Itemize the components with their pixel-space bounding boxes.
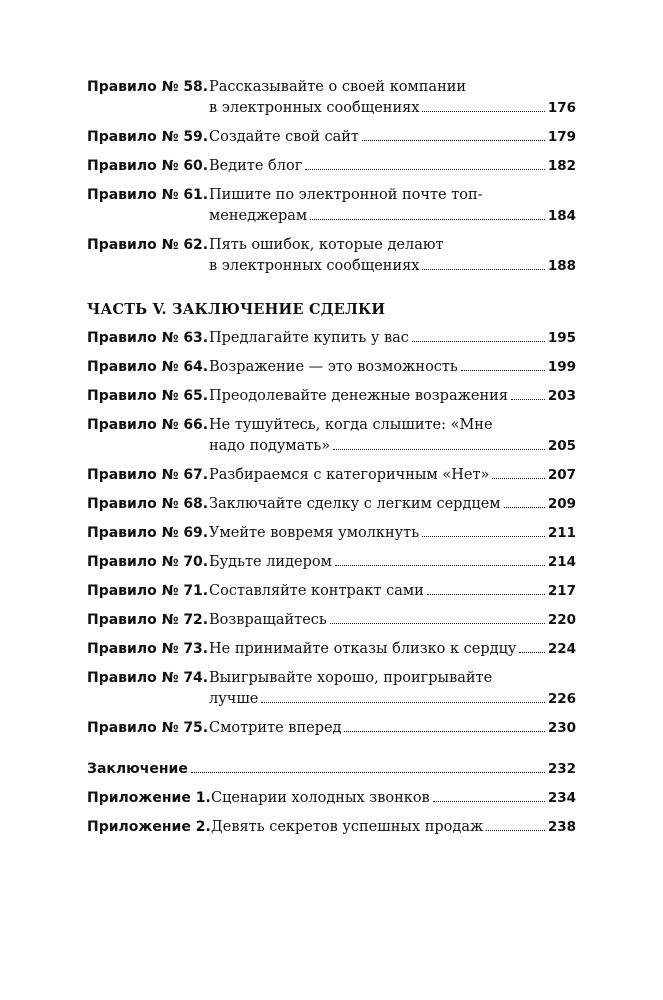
entry-title-text: Смотрите вперед — [209, 720, 342, 736]
entry-title — [209, 415, 576, 457]
dot-leader — [422, 536, 545, 537]
toc-entry[interactable] — [87, 127, 576, 148]
entry-title-line — [209, 77, 576, 98]
toc-section-back-matter — [87, 759, 576, 838]
entry-title-line — [209, 494, 576, 515]
dot-leader — [486, 830, 544, 831]
entry-title — [209, 668, 576, 710]
entry-title-text: Умейте вовремя умолкнуть — [209, 525, 420, 541]
entry-title — [209, 718, 576, 739]
entry-title-text: Выигрывайте хорошо, проигрывайте — [209, 670, 493, 686]
entry-title-line — [209, 639, 576, 660]
dot-leader — [191, 772, 545, 773]
dot-leader — [427, 594, 545, 595]
toc-entry[interactable] — [87, 415, 576, 457]
entry-label: Правило № 66. — [87, 417, 209, 433]
dot-leader — [433, 801, 545, 802]
entry-label: Заключение — [87, 761, 188, 777]
entry-label: Правило № 70. — [87, 554, 209, 570]
entry-title-line — [209, 206, 576, 227]
page-number: 188 — [547, 258, 576, 274]
entry-title-text: Пять ошибок, которые делают — [209, 237, 444, 253]
entry-title-text: Пишите по электронной почте топ- — [209, 187, 483, 203]
entry-title-text: Возвращайтесь — [209, 612, 327, 628]
entry-title-text: Возражение — это возможность — [209, 359, 458, 375]
entry-label: Правило № 72. — [87, 612, 209, 628]
page-number: 179 — [547, 129, 576, 145]
entry-label: Правило № 68. — [87, 496, 209, 512]
entry-title — [209, 156, 576, 177]
entry-title-line — [209, 156, 576, 177]
entry-title — [209, 581, 576, 602]
toc-entry[interactable] — [87, 357, 576, 378]
entry-label: Правило № 64. — [87, 359, 209, 375]
toc-section-part5 — [87, 328, 576, 739]
toc-entry[interactable] — [87, 77, 576, 119]
entry-title-text: Девять секретов успешных продаж — [211, 819, 484, 835]
entry-title — [209, 552, 576, 573]
entry-title — [209, 610, 576, 631]
toc-entry[interactable] — [87, 235, 576, 277]
entry-title — [209, 235, 576, 277]
entry-title-text: Создайте свой сайт — [209, 129, 359, 145]
entry-title-text: Разбираемся с категоричным «Нет» — [209, 467, 490, 483]
entry-title — [209, 494, 576, 515]
entry-label: Правило № 60. — [87, 158, 209, 174]
entry-title-line — [209, 436, 576, 457]
toc-entry[interactable] — [87, 817, 576, 838]
entry-title — [209, 127, 576, 148]
dot-leader — [261, 702, 544, 703]
page-number: 234 — [547, 790, 576, 806]
entry-title-line — [209, 689, 576, 710]
dot-leader — [422, 111, 544, 112]
dot-leader — [335, 565, 545, 566]
dot-leader — [305, 169, 545, 170]
dot-leader — [511, 399, 545, 400]
entry-title-line — [209, 328, 576, 349]
dot-leader — [412, 341, 545, 342]
dot-leader — [333, 449, 545, 450]
toc-entry[interactable] — [87, 610, 576, 631]
entry-title-text: Составляйте контракт сами — [209, 583, 424, 599]
entry-title-line — [209, 235, 576, 256]
toc-entry[interactable] — [87, 523, 576, 544]
entry-title-line — [209, 610, 576, 631]
toc-entry[interactable] — [87, 494, 576, 515]
entry-title-line — [209, 581, 576, 602]
entry-label: Приложение 2. — [87, 819, 211, 835]
entry-title — [209, 639, 576, 660]
entry-title-line — [209, 127, 576, 148]
page-number: 224 — [547, 641, 576, 657]
entry-title-text: Преодолевайте денежные возражения — [209, 388, 508, 404]
entry-title-text: Ведите блог — [209, 158, 303, 174]
entry-title — [209, 77, 576, 119]
page-number: 226 — [547, 691, 576, 707]
entry-title — [209, 465, 576, 486]
entry-title-line — [209, 718, 576, 739]
entry-title-text: Сценарии холодных звонков — [211, 790, 430, 806]
toc-entry[interactable] — [87, 668, 576, 710]
page-number: 209 — [547, 496, 576, 512]
entry-title-line — [209, 357, 576, 378]
entry-title-line — [209, 386, 576, 407]
page-number: 220 — [547, 612, 576, 628]
page-number: 203 — [547, 388, 576, 404]
entry-title-text: надо подумать» — [209, 438, 331, 454]
toc-entry[interactable] — [87, 328, 576, 349]
entry-title-text: Предлагайте купить у вас — [209, 330, 409, 346]
dot-leader — [461, 370, 545, 371]
entry-title-line — [209, 465, 576, 486]
page-number: 199 — [547, 359, 576, 375]
dot-leader — [422, 269, 544, 270]
entry-title-line — [209, 552, 576, 573]
toc-entry[interactable] — [87, 156, 576, 177]
toc-entry[interactable] — [87, 465, 576, 486]
page-number: 232 — [547, 761, 576, 777]
entry-label: Правило № 69. — [87, 525, 209, 541]
page-number: 230 — [547, 720, 576, 736]
entry-title-text: Заключайте сделку с легким сердцем — [209, 496, 501, 512]
entry-title — [209, 357, 576, 378]
entry-title-line — [209, 523, 576, 544]
toc-entry[interactable] — [87, 718, 576, 739]
page-number: 195 — [547, 330, 576, 346]
entry-title — [209, 185, 576, 227]
dot-leader — [519, 652, 544, 653]
toc-section-part4-continued — [87, 77, 576, 277]
entry-title-line — [209, 668, 576, 689]
toc-entry[interactable] — [87, 639, 576, 660]
entry-label: Правило № 63. — [87, 330, 209, 346]
entry-title-text: менеджерам — [209, 208, 308, 224]
entry-title-text: лучше — [209, 691, 259, 707]
entry-title-line — [209, 256, 576, 277]
entry-label: Правило № 73. — [87, 641, 209, 657]
toc-entry[interactable] — [87, 581, 576, 602]
page-number: 238 — [547, 819, 576, 835]
entry-label: Правило № 62. — [87, 237, 209, 253]
entry-label: Правило № 65. — [87, 388, 209, 404]
page-number: 211 — [547, 525, 576, 541]
entry-title — [209, 328, 576, 349]
entry-label: Правило № 74. — [87, 670, 209, 686]
entry-title-text: Не тушуйтесь, когда слышите: «Мне — [209, 417, 493, 433]
entry-title-text: в электронных сообщениях — [209, 258, 420, 274]
entry-label: Правило № 58. — [87, 79, 209, 95]
entry-title-line — [209, 415, 576, 436]
dot-leader — [362, 140, 545, 141]
entry-title — [209, 386, 576, 407]
page-number: 184 — [547, 208, 576, 224]
page-number: 182 — [547, 158, 576, 174]
dot-leader — [330, 623, 545, 624]
table-of-contents — [87, 77, 576, 846]
toc-entry[interactable] — [87, 552, 576, 573]
entry-title-line — [209, 98, 576, 119]
toc-entry[interactable] — [87, 185, 576, 227]
entry-title-text: в электронных сообщениях — [209, 100, 420, 116]
dot-leader — [344, 731, 544, 732]
entry-label: Правило № 67. — [87, 467, 209, 483]
entry-label: Правило № 59. — [87, 129, 209, 145]
part-heading: ЧАСТЬ V. ЗАКЛЮЧЕНИЕ СДЕЛКИ — [87, 301, 386, 318]
entry-title-text: Будьте лидером — [209, 554, 332, 570]
entry-label: Правило № 71. — [87, 583, 209, 599]
page-number: 217 — [547, 583, 576, 599]
page-number: 207 — [547, 467, 576, 483]
toc-entry[interactable] — [87, 759, 576, 780]
toc-entry[interactable] — [87, 386, 576, 407]
entry-label: Правило № 75. — [87, 720, 209, 736]
page-number: 205 — [547, 438, 576, 454]
entry-label: Правило № 61. — [87, 187, 209, 203]
page-number: 214 — [547, 554, 576, 570]
dot-leader — [310, 219, 545, 220]
entry-title-text: Не принимайте отказы близко к сердцу — [209, 641, 517, 657]
entry-label: Приложение 1. — [87, 790, 211, 806]
dot-leader — [492, 478, 544, 479]
entry-title-text: Рассказывайте о своей компании — [209, 79, 467, 95]
entry-title-line — [209, 185, 576, 206]
page-number: 176 — [547, 100, 576, 116]
toc-entry[interactable] — [87, 788, 576, 809]
entry-title — [209, 523, 576, 544]
dot-leader — [504, 507, 545, 508]
